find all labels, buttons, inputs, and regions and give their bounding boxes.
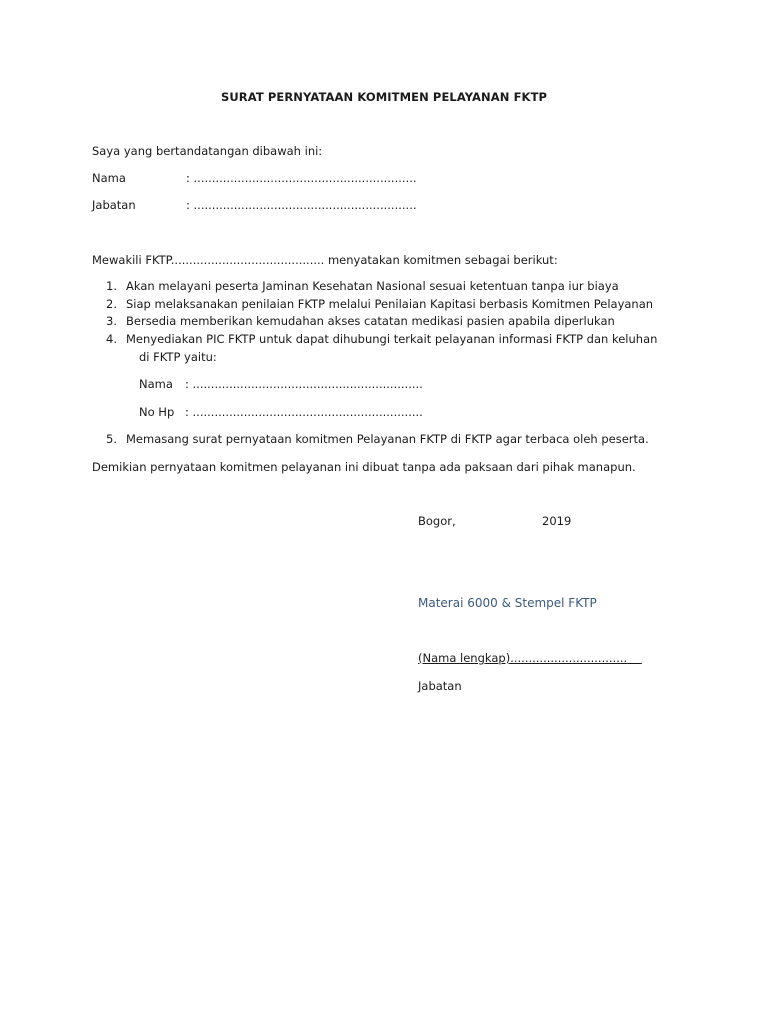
- pic-phone-row: [139, 405, 423, 419]
- list-item-number: 5.: [106, 432, 117, 446]
- representing-text: Mewakili FKTP.......................................... menyatakan komitmen sebagai berikut:: [92, 253, 558, 267]
- signature-name-line: (Nama lengkap)................................: [418, 651, 628, 665]
- closing-text: Demikian pernyataan komitmen pelayanan ini dibuat tanpa ada paksaan dari pihak manapun.: [92, 460, 636, 474]
- stamp-note: Materai 6000 & Stempel FKTP: [418, 596, 597, 610]
- list-item-number: 3.: [106, 314, 117, 328]
- list-item: [95, 332, 657, 346]
- signature-year: 2019: [542, 514, 572, 528]
- list-item: [95, 432, 649, 446]
- list-item-text: Akan melayani peserta Jaminan Kesehatan Nasional sesuai ketentuan tanpa iur biaya: [126, 279, 619, 293]
- list-item: [95, 297, 653, 311]
- list-item-text: Memasang surat pernyataan komitmen Pelayanan FKTP di FKTP agar terbaca oleh peserta.: [126, 432, 649, 446]
- list-item-text: Bersedia memberikan kemudahan akses catatan medikasi pasien apabila diperlukan: [126, 314, 615, 328]
- list-item: [95, 314, 615, 328]
- signature-place: Bogor,: [418, 514, 456, 528]
- list-item-number: 1.: [106, 279, 117, 293]
- field-position-value: : .............................................................: [186, 198, 417, 212]
- signature-position: Jabatan: [418, 679, 462, 693]
- pic-name-value: : ...............................................................: [185, 377, 423, 391]
- intro-text: Saya yang bertandatangan dibawah ini:: [92, 144, 323, 158]
- list-item: [95, 279, 619, 293]
- field-position-label: Jabatan: [92, 198, 136, 212]
- list-item-number: 4.: [106, 332, 117, 346]
- list-item-number: 2.: [106, 297, 117, 311]
- list-item-continuation: di FKTP yaitu:: [139, 350, 217, 364]
- document-title: SURAT PERNYATAAN KOMITMEN PELAYANAN FKTP: [220, 90, 548, 104]
- list-item-text: Siap melaksanakan penilaian FKTP melalui Penilaian Kapitasi berbasis Komitmen Pelayanan: [126, 297, 654, 311]
- pic-phone-label: No Hp: [139, 405, 175, 419]
- pic-name-row: [139, 377, 423, 391]
- field-position-row: [92, 198, 417, 212]
- pic-phone-value: : ...............................................................: [185, 405, 423, 419]
- field-name-value: : .............................................................: [186, 171, 417, 185]
- list-item-text: Menyediakan PIC FKTP untuk dapat dihubungi terkait pelayanan informasi FKTP dan keluhan: [126, 332, 658, 346]
- field-name-label: Nama: [92, 171, 126, 185]
- field-name-row: [92, 171, 417, 185]
- pic-name-label: Nama: [139, 377, 173, 391]
